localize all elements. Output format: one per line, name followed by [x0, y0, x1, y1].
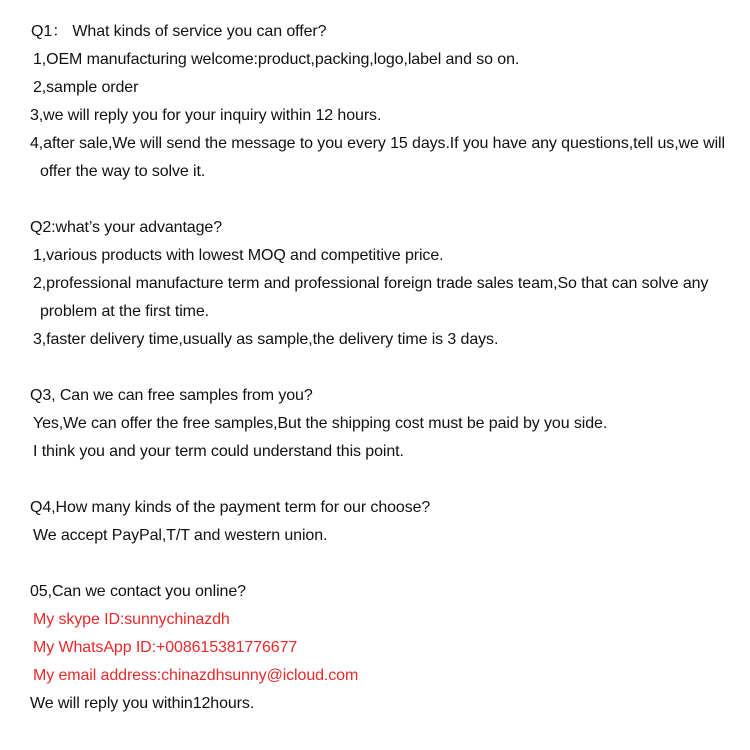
email-address: My email address:chinazdhsunny@icloud.com	[33, 667, 359, 684]
answer-4-1: We accept PayPal,T/T and western union.	[33, 527, 328, 544]
answer-1-1: 1,OEM manufacturing welcome:product,packing,logo,label and so on.	[33, 51, 520, 68]
question-3: Q3, Can we can free samples from you?	[30, 387, 313, 404]
answer-1-4: 4,after sale,We will send the message to you every 15 days.If you have any questions,tell us,we will	[30, 135, 725, 152]
answer-3-1: Yes,We can offer the free samples,But the shipping cost must be paid by you side.	[33, 415, 608, 432]
question-4: Q4,How many kinds of the payment term for our choose?	[30, 499, 431, 516]
answer-2-2: 2,professional manufacture term and professional foreign trade sales team,So that can solve any	[33, 275, 709, 292]
closing-note: We will reply you within12hours.	[30, 695, 255, 712]
question-2: Q2:what’s your advantage?	[30, 219, 223, 236]
question-5: 05,Can we contact you online?	[30, 583, 246, 600]
answer-3-2: I think you and your term could understand this point.	[33, 443, 404, 460]
answer-2-1: 1,various products with lowest MOQ and competitive price.	[33, 247, 444, 264]
answer-1-2: 2,sample order	[33, 79, 139, 96]
answer-1-3: 3,we will reply you for your inquiry within 12 hours.	[30, 107, 382, 124]
answer-1-4-continued: offer the way to solve it.	[40, 163, 206, 180]
skype-id: My skype ID:sunnychinazdh	[33, 611, 230, 628]
answer-2-2-continued: problem at the first time.	[40, 303, 210, 320]
whatsapp-id: My WhatsApp ID:+008615381776677	[33, 639, 298, 656]
answer-2-3: 3,faster delivery time,usually as sample,the delivery time is 3 days.	[33, 331, 499, 348]
question-1: Q1： What kinds of service you can offer?	[31, 23, 327, 40]
